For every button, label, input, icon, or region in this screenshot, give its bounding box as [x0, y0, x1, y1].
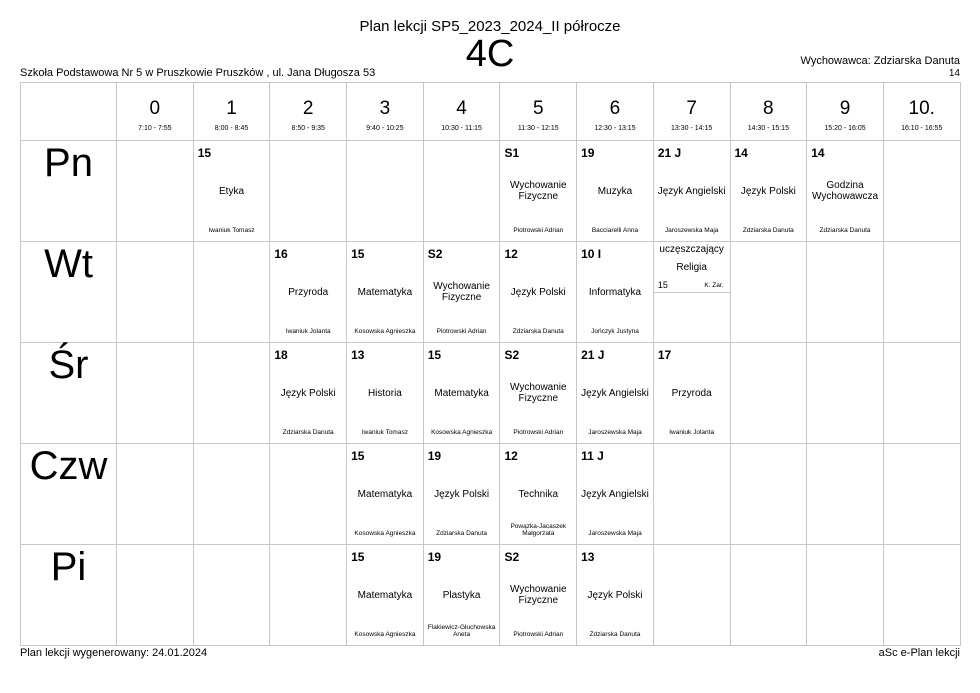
empty-cell — [883, 242, 960, 343]
lesson-room: S2 — [504, 550, 520, 564]
empty-cell — [117, 444, 194, 545]
lesson-teacher: Kosowska Agnieszka — [354, 631, 416, 638]
period-header — [117, 83, 194, 141]
empty-cell — [193, 343, 270, 444]
class-tutor: Wychowawca: Zdziarska Danuta — [800, 55, 960, 67]
period-time: 7:10 - 7:55 — [138, 125, 172, 132]
corner-cell — [21, 83, 117, 141]
lesson-teacher: Jaroszewska Maja — [588, 530, 642, 537]
period-number: 4 — [456, 98, 467, 119]
timetable-grid — [20, 82, 961, 646]
lesson-teacher: Jończyk Justyna — [591, 328, 639, 335]
day-row — [21, 343, 961, 444]
period-header — [730, 83, 807, 141]
day-row — [21, 242, 961, 343]
empty-cell — [807, 545, 884, 646]
period-number: 10. — [908, 98, 935, 119]
period-header — [653, 83, 730, 141]
lesson-teacher: Bacciarelli Anna — [591, 227, 639, 234]
period-time: 10:30 - 11:15 — [441, 125, 482, 132]
period-time: 9:40 - 10:25 — [366, 125, 404, 132]
lesson-teacher: Jaroszewska Maja — [588, 429, 642, 436]
lesson-subject: Język Angielski — [581, 488, 649, 500]
day-label: Śr — [21, 343, 117, 444]
lesson-teacher: Kosowska Agnieszka — [354, 530, 416, 537]
lesson-cell — [807, 141, 884, 242]
lesson-teacher: Zdziarska Danuta — [282, 429, 334, 436]
lesson-teacher: Zdziarska Danuta — [742, 227, 794, 234]
empty-cell — [653, 545, 730, 646]
empty-cell — [117, 545, 194, 646]
lesson-room: 15 — [351, 550, 365, 564]
lesson-subject: Przyroda — [288, 286, 329, 298]
empty-cell — [270, 444, 347, 545]
lesson-subject: Godzina Wychowawcza — [812, 180, 879, 202]
lesson-room: 15 — [657, 280, 668, 290]
lesson-room: 19 — [581, 146, 595, 160]
period-time: 12:30 - 13:15 — [594, 125, 636, 132]
empty-cell — [883, 343, 960, 444]
lesson-subject: Informatyka — [588, 286, 642, 298]
period-header — [423, 83, 500, 141]
lesson-room: 15 — [427, 348, 442, 362]
lesson-room: 10 I — [581, 247, 602, 261]
lesson-subject: Wychowanie Fizyczne — [509, 180, 567, 202]
lesson-cell — [347, 343, 424, 444]
period-time: 8:00 - 8:45 — [214, 125, 249, 132]
period-header — [270, 83, 347, 141]
empty-cell — [347, 141, 424, 242]
lesson-teacher: K. Zar. — [704, 282, 724, 289]
period-header — [807, 83, 884, 141]
lesson-subject: Przyroda — [671, 387, 712, 399]
lesson-cell — [577, 343, 654, 444]
period-header — [577, 83, 654, 141]
period-time: 13:30 - 14:15 — [671, 125, 713, 132]
empty-cell — [117, 141, 194, 242]
lesson-subject: Język Angielski — [581, 387, 649, 399]
lesson-subject: Język Polski — [434, 488, 490, 500]
lesson-room: S2 — [427, 247, 443, 261]
period-time: 16:10 - 16:55 — [901, 125, 943, 132]
empty-cell — [883, 141, 960, 242]
period-number: 8 — [763, 98, 774, 119]
lesson-cell — [423, 545, 500, 646]
lesson-cell — [347, 545, 424, 646]
lesson-cell — [653, 343, 730, 444]
lesson-room: 12 — [504, 449, 518, 463]
period-number: 9 — [839, 98, 851, 119]
empty-cell — [117, 343, 194, 444]
period-number: 6 — [609, 98, 621, 119]
lesson-room: S1 — [504, 146, 520, 160]
lesson-teacher: Piotrowski Adrian — [513, 429, 564, 436]
lesson-subject: Wychowanie Fizyczne — [509, 382, 567, 404]
lesson-room: 11 J — [581, 449, 604, 463]
lesson-room: 15 — [351, 449, 365, 463]
period-time: 15:20 - 16:05 — [824, 125, 866, 132]
empty-cell — [807, 444, 884, 545]
empty-cell — [270, 545, 347, 646]
lesson-teacher: Zdziarska Danuta — [512, 328, 564, 335]
day-label: Wt — [21, 242, 117, 343]
day-label: Czw — [21, 444, 117, 545]
period-header — [347, 83, 424, 141]
lesson-teacher: Piotrowski Adrian — [436, 328, 487, 335]
lesson-room: 16 — [274, 247, 288, 261]
lesson-teacher: Zdziarska Danuta — [819, 227, 871, 234]
lesson-subject: Matematyka — [357, 589, 413, 601]
empty-cell — [193, 242, 270, 343]
lesson-room: 13 — [581, 550, 595, 564]
lesson-cell — [577, 242, 654, 343]
empty-cell — [730, 242, 807, 343]
period-number: 3 — [379, 98, 391, 119]
lesson-subject: Język Angielski — [657, 185, 726, 197]
lesson-teacher: Iwaniuk Jolanta — [669, 429, 715, 436]
period-number: 2 — [302, 98, 314, 119]
lesson-subject: Wychowanie Fizyczne — [509, 584, 567, 606]
lesson-subject: Historia — [367, 387, 402, 399]
empty-cell — [730, 343, 807, 444]
lesson-teacher: Kosowska Agnieszka — [354, 328, 416, 335]
day-row — [21, 444, 961, 545]
period-number: 1 — [226, 98, 237, 119]
lesson-teacher: Iwaniuk Tomasz — [208, 227, 255, 234]
lesson-room: 12 — [504, 247, 518, 261]
generator-brand: aSc e-Plan lekcji — [878, 647, 960, 659]
lesson-teacher: Flakiewicz-Głuchowska Aneta — [427, 624, 496, 638]
lesson-cell — [500, 343, 577, 444]
day-row — [21, 545, 961, 646]
generated-date: Plan lekcji wygenerowany: 24.01.2024 — [20, 647, 208, 659]
empty-cell — [193, 545, 270, 646]
lesson-cell — [423, 444, 500, 545]
lesson-cell — [423, 343, 500, 444]
lesson-room: 14 — [811, 146, 825, 160]
period-header-row — [21, 83, 961, 141]
day-row — [21, 141, 961, 242]
period-time: 8:50 - 9:35 — [291, 125, 325, 132]
lesson-room: 13 — [351, 348, 365, 362]
period-header — [500, 83, 577, 141]
lesson-subject: Wychowanie Fizyczne — [433, 281, 490, 303]
period-number: 5 — [532, 98, 544, 119]
empty-cell — [883, 545, 960, 646]
lesson-subject: Język Polski — [740, 185, 796, 197]
lesson-cell — [653, 242, 730, 343]
lesson-subject: Religia — [676, 262, 707, 273]
lesson-teacher: Kosowska Agnieszka — [431, 429, 493, 436]
lesson-subject: Język Polski — [587, 589, 643, 601]
period-header — [193, 83, 270, 141]
school-name: Szkoła Podstawowa Nr 5 w Pruszkowie Pruszków , ul. Jana Długosza 53 — [20, 67, 376, 79]
group-label: uczęszczający — [659, 244, 724, 255]
empty-cell — [653, 444, 730, 545]
lesson-subject: Etyka — [219, 185, 245, 197]
lesson-subject: Muzyka — [597, 185, 633, 197]
lesson-cell — [193, 141, 270, 242]
lesson-cell — [500, 545, 577, 646]
empty-cell — [117, 242, 194, 343]
lesson-room: 14 — [734, 146, 748, 160]
lesson-teacher: Powązka-Jacaszek Małgorzata — [510, 523, 567, 537]
lesson-cell — [347, 242, 424, 343]
lesson-cell — [270, 242, 347, 343]
lesson-subject: Matematyka — [434, 387, 489, 399]
period-number: 0 — [149, 98, 161, 119]
lesson-room: 21 J — [657, 146, 682, 160]
lesson-cell — [347, 444, 424, 545]
lesson-room: 17 — [657, 348, 672, 362]
lesson-teacher: Jaroszewska Maja — [664, 227, 719, 234]
lesson-subject: Matematyka — [357, 286, 413, 298]
lesson-room: 21 J — [581, 348, 605, 362]
lesson-room: 18 — [274, 348, 288, 362]
divider — [654, 292, 730, 293]
lesson-subject: Plastyka — [442, 589, 481, 601]
lesson-cell — [730, 141, 807, 242]
period-time: 11:30 - 12:15 — [517, 125, 559, 132]
empty-cell — [193, 444, 270, 545]
lesson-teacher: Iwaniuk Tomasz — [361, 429, 408, 436]
lesson-room: 19 — [427, 449, 442, 463]
lesson-cell — [500, 444, 577, 545]
lesson-cell — [270, 343, 347, 444]
lesson-teacher: Zdziarska Danuta — [436, 530, 488, 537]
lesson-cell — [500, 141, 577, 242]
page-title: Plan lekcji SP5_2023_2024_II półrocze — [359, 18, 621, 35]
empty-cell — [270, 141, 347, 242]
period-time: 14:30 - 15:15 — [747, 125, 789, 132]
day-label: Pi — [21, 545, 117, 646]
lesson-cell — [653, 141, 730, 242]
empty-cell — [807, 242, 884, 343]
lesson-cell — [577, 545, 654, 646]
day-label: Pn — [21, 141, 117, 242]
period-header — [883, 83, 960, 141]
lesson-subject: Technika — [518, 488, 559, 500]
empty-cell — [730, 444, 807, 545]
lesson-cell — [423, 242, 500, 343]
empty-cell — [883, 444, 960, 545]
lesson-teacher: Iwaniuk Jolanta — [285, 328, 331, 335]
lesson-room: S2 — [504, 348, 520, 362]
class-name: 4C — [465, 33, 515, 75]
lesson-room: 15 — [351, 247, 365, 261]
lesson-cell — [577, 444, 654, 545]
empty-cell — [730, 545, 807, 646]
lesson-cell — [500, 242, 577, 343]
lesson-cell — [577, 141, 654, 242]
lesson-room: 19 — [427, 550, 442, 564]
lesson-room: 15 — [197, 146, 212, 160]
lesson-subject: Matematyka — [357, 488, 413, 500]
lesson-subject: Język Polski — [510, 286, 566, 298]
period-number: 7 — [686, 98, 697, 119]
empty-cell — [807, 343, 884, 444]
lesson-subject: Język Polski — [280, 387, 336, 399]
empty-cell — [423, 141, 500, 242]
lesson-teacher: Piotrowski Adrian — [513, 631, 564, 638]
lesson-teacher: Zdziarska Danuta — [589, 631, 641, 638]
lesson-teacher: Piotrowski Adrian — [513, 227, 564, 234]
page-number: 14 — [948, 68, 960, 79]
